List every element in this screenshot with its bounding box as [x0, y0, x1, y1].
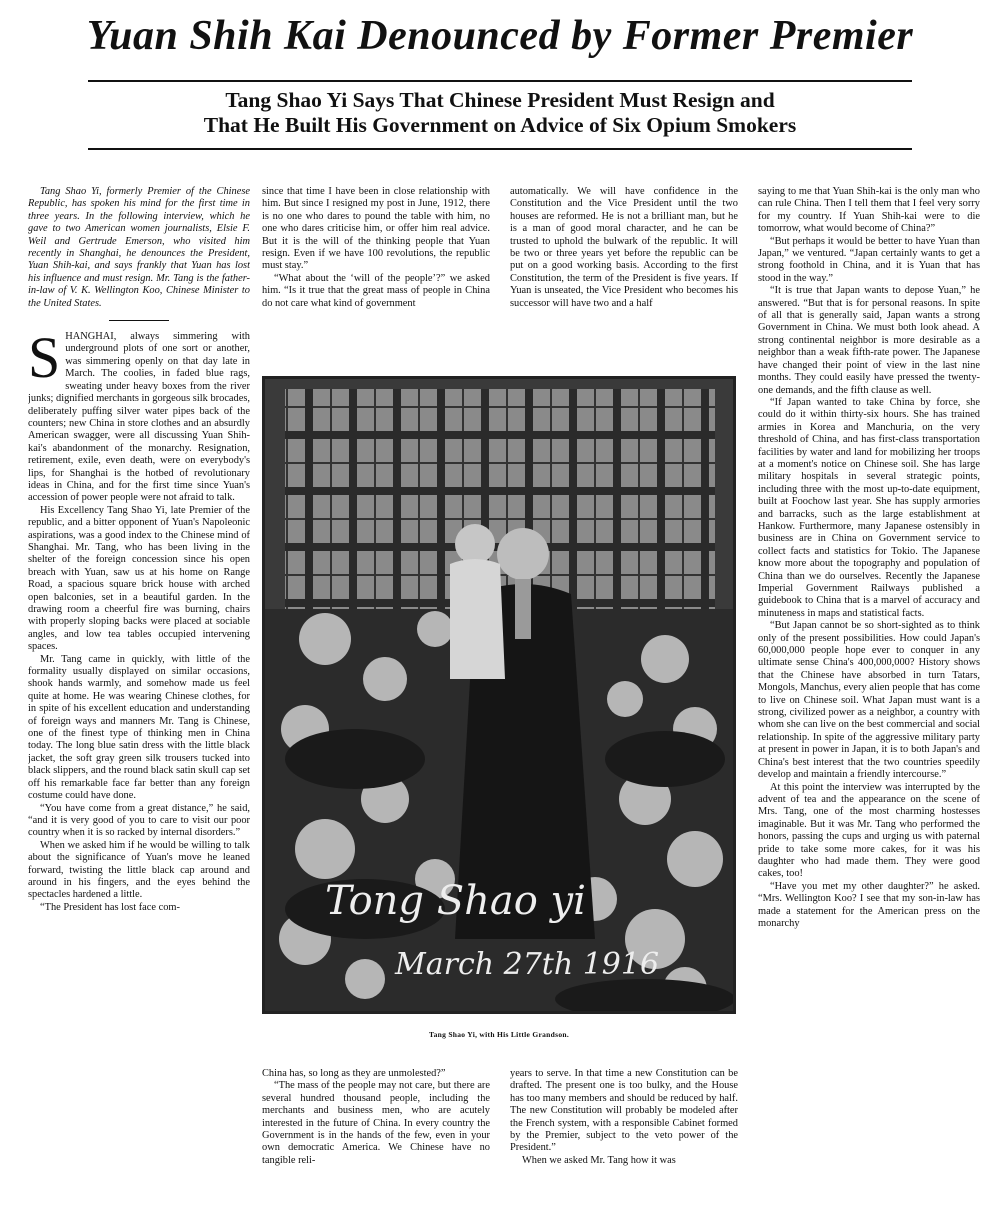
article-paragraph: When we asked Mr. Tang how it was: [522, 1154, 676, 1166]
article-paragraph: “But Japan cannot be so short-sighted as to think only of the present possibilities. How could Japan's 60,000,000 people hope ever to conquer in any ultimate sense China's 400,000,000? History shows that the Chinese have absorbed in turn Tatars, Mongols, Manchus, every alien people that has come to live on Chinese soil. What Japan must want is a strong, civilized power as a neighbor, a country with whom she can live on the best commercial and social relationship. In spite of the aggressive military party at present in power in Japan, it is to both Japan's and China's best interest that the two countries speedily develop and maintain a friendly intercourse.”: [758, 620, 980, 781]
subheadline-rule: [88, 148, 912, 150]
article-paragraph: “Have you met my other daughter?” he asked. “Mrs. Wellington Koo? I see that my son-in-law has made a statement for the American press on the monarchy: [758, 880, 980, 929]
signature-date: March 27th 1916: [395, 947, 660, 982]
article-paragraph: since that time I have been in close relationship with him. But since I resigned my post in June, 1912, there is no one who dares to pound the table with him, no one who dares criticise him, or offer him real advice. But it is the will of the thinking people that Yuan resign. Even if we have 100 revolutions, the republic must stay.”: [262, 186, 490, 272]
lead-paragraph: [28, 325, 250, 505]
headline: Yuan Shih Kai Denounced by Former Premier: [86, 13, 914, 59]
article-paragraph: When we asked him if he would be willing to talk about the significance of Yuan's move he leaned forward, twisting the little black cap around and around in his fingers, and the eyes behind the spectacles hardened a little.: [28, 839, 250, 901]
photo-illustration: [265, 379, 733, 1011]
intro-paragraph: Tang Shao Yi, formerly Premier of the Chinese Republic, has spoken his mind for the first time in three years. In the following interview, which he gave to two American women journalists, Elsie F. Weil and Gertrude Emerson, who visited him recently in Shanghai, he denounces the President, Yuan Shih-kai, and says frankly that Yuan has lost his influence and must resign. Mr. Tang is the father-in-law of V. K. Wellington Koo, Chinese Minister to the United States.: [28, 186, 250, 309]
article-paragraph: years to serve. In that time a new Constitution can be drafted. The present one is too bulky, and the House has too many members and should be reduced by half. The new Constitution will probably be modeled after the French system, with a responsible Cabinet formed by the Premier, subject to the veto power of the President.”: [510, 1068, 738, 1154]
column-2-top: [262, 186, 490, 364]
column-3-top: [510, 186, 738, 364]
drop-cap: S: [28, 325, 61, 391]
photo-caption: Tang Shao Yi, with His Little Grandson.: [428, 1030, 570, 1039]
portrait-photograph: [262, 376, 736, 1014]
column-3-bottom: [510, 1068, 738, 1198]
article-paragraph: Mr. Tang came in quickly, with little of the formality usually displayed on similar occasions, shook hands warmly, and somehow made us feel quite at home. He was wearing Chinese clothes, for in spite of his excellent education and understanding of foreign ways and manners Mr. Tang is Chinese, one of the finest type of thinking men in China today. The long blue satin dress with the little black jacket, the soft gray green silk trousers tucked into black slippers, and the round black satin skull cap set off his remarkable face far better than any foreign costume could have done.: [28, 653, 250, 802]
article-paragraph: “It is true that Japan wants to depose Yuan,” he answered. “But that is for personal reasons. In spite of all that is generally said, Japan wants a strong Government in China. We must both look ahead. A strong continental neighbor is more desirable as a neighbor than a weak fifth-rate power. The Japanese have changed their point of view in the last nine months. They could easily have pressed the twenty-one demands, and the fifth clause as well.: [758, 285, 980, 396]
subheadline: [80, 88, 920, 138]
article-paragraph: “The mass of the people may not care, but there are several hundred thousand people, including the merchants and business men, who are acutely interested in the future of China. In every country the Government is in the hands of the few, even in your own democratic America. We Chinese have no tangible reli-: [262, 1080, 490, 1166]
subheadline-line-2: That He Built His Government on Advice of Six Opium Smokers: [203, 113, 797, 137]
headline-rule: [88, 80, 912, 82]
column-2-bottom: [262, 1068, 490, 1198]
subheadline-line-1: Tang Shao Yi Says That Chinese President Must Resign and: [225, 88, 775, 112]
article-paragraph: automatically. We will have confidence in the Constitution and the Vice President until the two houses are reformed. He is not a brilliant man, but he is a man of good moral character, and he can be trusted to uphold the bulwark of the republic. It will be two or three years yet before the republic can be put on a good working basis. According to the first Constitution, the term of the President is five years. If Yuan is unseated, the Vice President who becomes his successor will have two and a half: [510, 186, 738, 309]
column-1: [28, 186, 250, 1198]
article-paragraph: saying to me that Yuan Shih-kai is the only man who can rule China. Then I tell them that I feel very sorry for my country. If Yuan Shih-kai were to die tomorrow, what would become of China?”: [758, 186, 980, 235]
article-paragraph: “What about the ‘will of the people’?” we asked him. “Is it true that the great mass of people in China do not care what kind of government: [262, 272, 490, 309]
article-paragraph: “The President has lost face com-: [40, 901, 180, 913]
article-paragraph: “You have come from a great distance,” he said, “and it is very good of you to care to visit our poor country when it is so racked by internal disorders.”: [28, 802, 250, 839]
article-paragraph: “But perhaps it would be better to have Yuan than Japan,” we ventured. “Japan certainly wants to get a strong foothold in China, and it is Yuan that has stood in the way.”: [758, 235, 980, 284]
article-paragraph: “If Japan wanted to take China by force, she could do it within thirty-six hours. She has trained armies in Korea and Manchuria, on the very threshold of China, and has first-class transportation facilities by water and land for mobilizing her troops at a moment's notice on Chinese soil. She has large military hospitals in several strategic points, including three with the most up-to-date equipment, built at Foochow last year. She has supply armories and barracks, such as the large establishment at Hankow. Furthermore, many Japanese ostensibly in business are in China on Government service to collect facts and statistics for Tokio. The Japanese know more about the topography and population of China than we do ourselves. Recently the Japanese Imperial Government Railways published a guidebook to China that is a marvel of accuracy and minuteness in maps and statistical facts.: [758, 396, 980, 619]
article-paragraph: At this point the interview was interrupted by the advent of tea and the appearance on the scene of Mrs. Tang, one of the most charming hostesses imaginable. But it was Mr. Tang who performed the honors, passing the cups and urging us with paternal pride to take some more cakes, for it was his daughter who had made them. They were good cakes, too!: [758, 781, 980, 880]
column-4: [758, 186, 980, 1198]
signature: Tong Shao yi: [325, 878, 586, 924]
article-paragraph: China has, so long as they are unmolested?”: [262, 1068, 446, 1079]
lead-text: HANGHAI, always simmering with underground plots of one sort or another, was simmering openly on that day late in March. The coolies, in faded blue rags, sweating under heavy boxes from the river junks; dignified merchants in gorgeous silk brocades, deliberately puffing silver water pipes back of the counters; new China in store clothes and an absurdly American swagger, were all discussing Yuan Shih-kai's abandonment of the monarchy. Resignation, retirement, exile, even death, were on everybody's lips, for Shanghai is the hotbed of revolutionary ideas in China, and for the first time since Yuan's accession of power people were not afraid to talk.: [28, 331, 250, 504]
article-paragraph: His Excellency Tang Shao Yi, late Premier of the republic, and a bitter opponent of Yuan's Napoleonic aspirations, was a good index to the Chinese mind of Shanghai. Mr. Tang, who has been living in the shelter of the foreign concession since his open breach with Yuan, saw us at his home on Range Road, a spacious square brick house with arched open balconies, set in a beautiful garden. In the drawing room a cheerful fire was burning, chairs with properly sloping backs were placed at sociable angles, and low tea tables occupied intervening spaces.: [28, 504, 250, 653]
intro-divider: [109, 320, 169, 321]
